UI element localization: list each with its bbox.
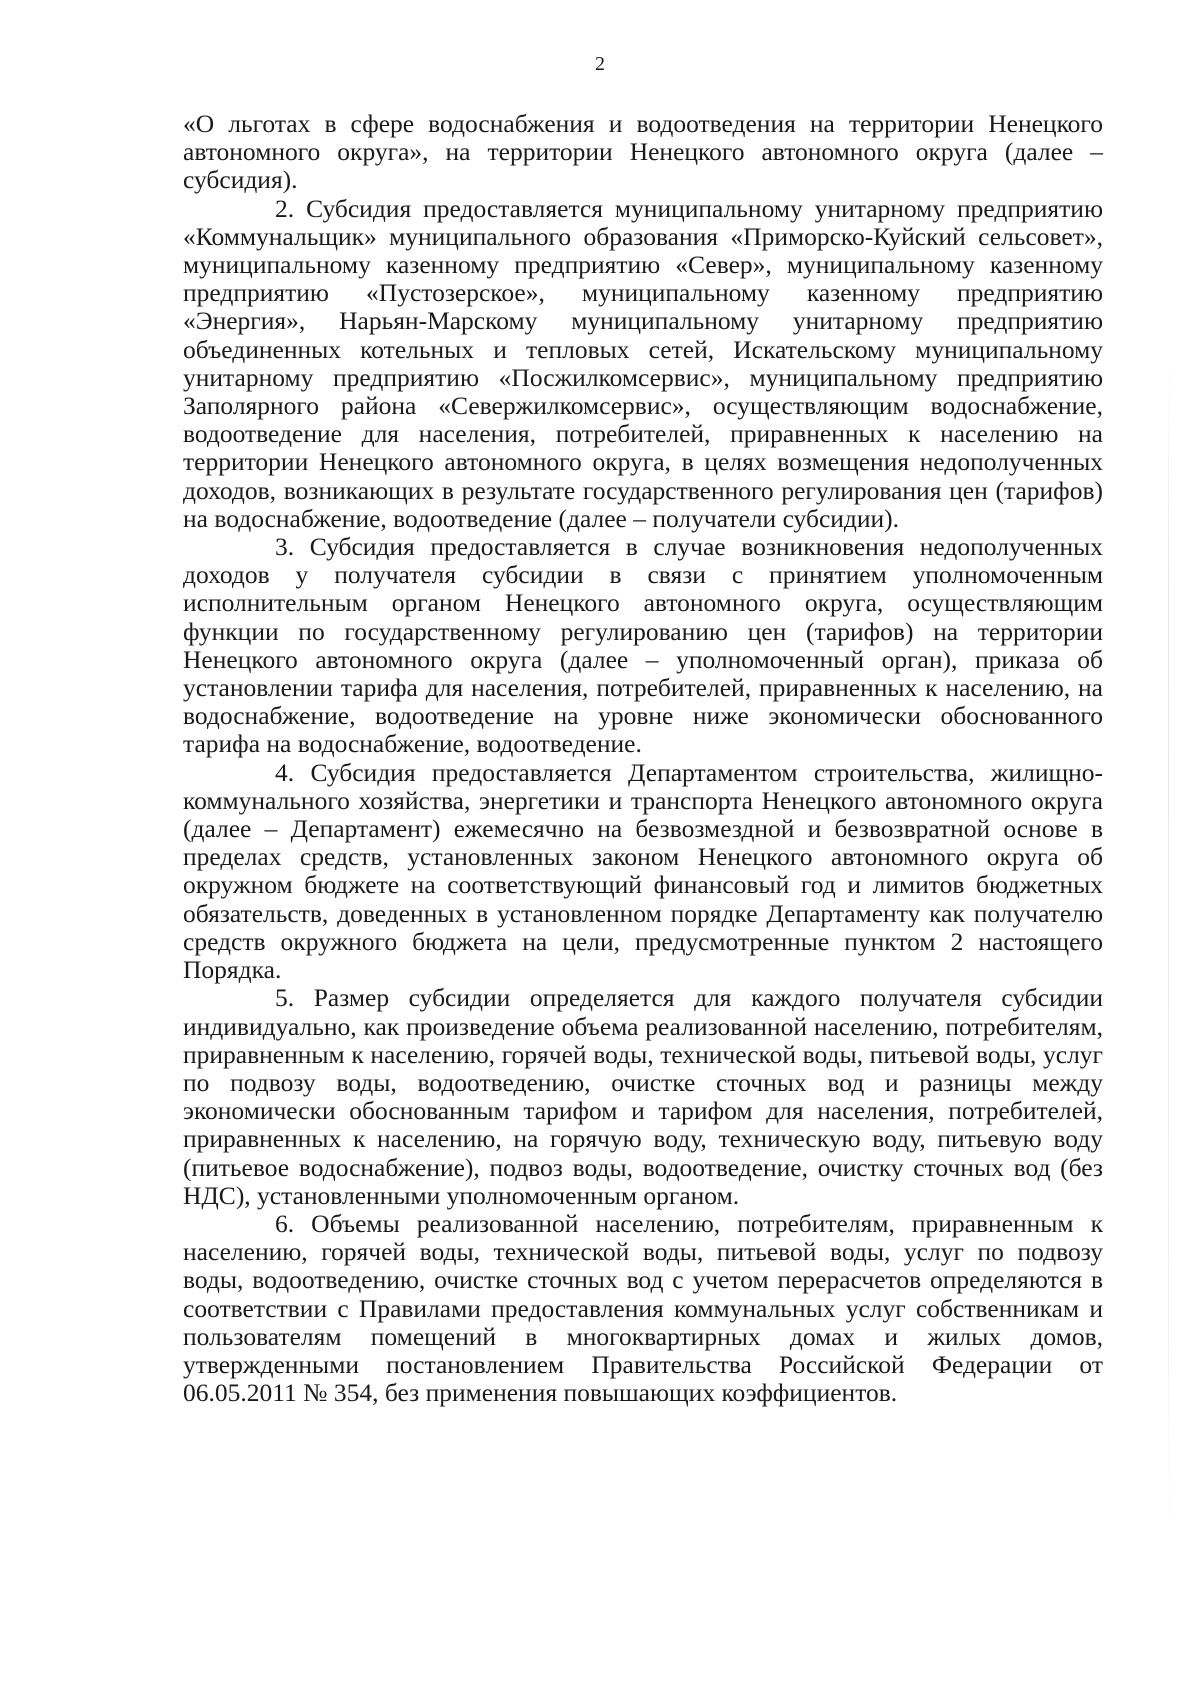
paragraph-continuation: «О льготах в сфере водоснабжения и водоотведения на территории Ненецкого автономного округа», на территории Ненецкого автономного округа (далее – субсидия). [183,109,1103,195]
paragraph-item-3: 3. Субсидия предоставляется в случае возникновения недополученных доходов у получателя субсидии в связи с принятием уполномоченным исполнительным органом Ненецкого автономного округа, осуществляющим функции по государственному регулированию цен (тарифов) на территории Ненецкого автономного округа (далее – уполномоченный орган), приказа об установлении тарифа для населения, потребителей, приравненных к населению, на водоснабжение, водоотведение на уровне ниже экономически обоснованного тарифа на водоснабжение, водоотведение. [183,532,1103,759]
paragraph-item-6: 6. Объемы реализованной населению, потребителям, приравненным к населению, горячей воды, технической воды, питьевой воды, услуг по подвозу воды, водоотведению, очистке сточных вод с учетом перерасчетов определяются в соответствии с Правилами предоставления коммунальных услуг собственникам и пользователям помещений в многоквартирных домах и жилых домов, утвержденными постановлением Правительства Российской Федерации от 06.05.2011 № 354, без применения повышающих коэффициентов. [183,1208,1103,1408]
document-body [183,110,1103,1407]
paragraph-item-2: 2. Субсидия предоставляется муниципальному унитарному предприятию «Коммунальщик» муниципального образования «Приморско-Куйский сельсовет», муниципальному казенному предприятию «Север», муниципальному казенному предприятию «Пустозерское», муниципальному казенному предприятию «Энергия», Нарьян-Марскому муниципальному унитарному предприятию объединенных котельных и тепловых сетей, Искательскому муниципальному унитарному предприятию «Посжилкомсервис», муниципальному предприятию Заполярного района «Севержилкомсервис», осуществляющим водоснабжение, водоотведение для населения, потребителей, приравненных к населению на территории Ненецкого автономного округа, в целях возмещения недополученных доходов, возникающих в результате государственного регулирования цен (тарифов) на водоснабжение, водоотведение (далее – получатели субсидии). [183,193,1103,533]
scan-edge-mark [1168,360,1169,1540]
paragraph-item-5: 5. Размер субсидии определяется для каждого получателя субсидии индивидуально, как произведение объема реализованной населению, потребителям, приравненным к населению, горячей воды, технической воды, питьевой воды, услуг по подвозу воды, водоотведению, очистке сточных вод и разницы между экономически обоснованным тарифом и тарифом для населения, потребителей, приравненных к населению, на горячую воду, техническую воду, питьевую воду (питьевое водоснабжение), подвоз воды, водоотведение, очистку сточных вод (без НДС), установленными уполномоченным органом. [183,983,1103,1210]
page-number: 2 [595,53,605,75]
paragraph-item-4: 4. Субсидия предоставляется Департаментом строительства, жилищно-коммунального хозяйства, энергетики и транспорта Ненецкого автономного округа (далее – Департамент) ежемесячно на безвозмездной и безвозвратной основе в пределах средств, установленных законом Ненецкого автономного округа об окружном бюджете на соответствующий финансовый год и лимитов бюджетных обязательств, доведенных в установленном порядке Департаменту как получателю средств окружного бюджета на цели, предусмотренные пунктом 2 настоящего Порядка. [183,757,1103,985]
